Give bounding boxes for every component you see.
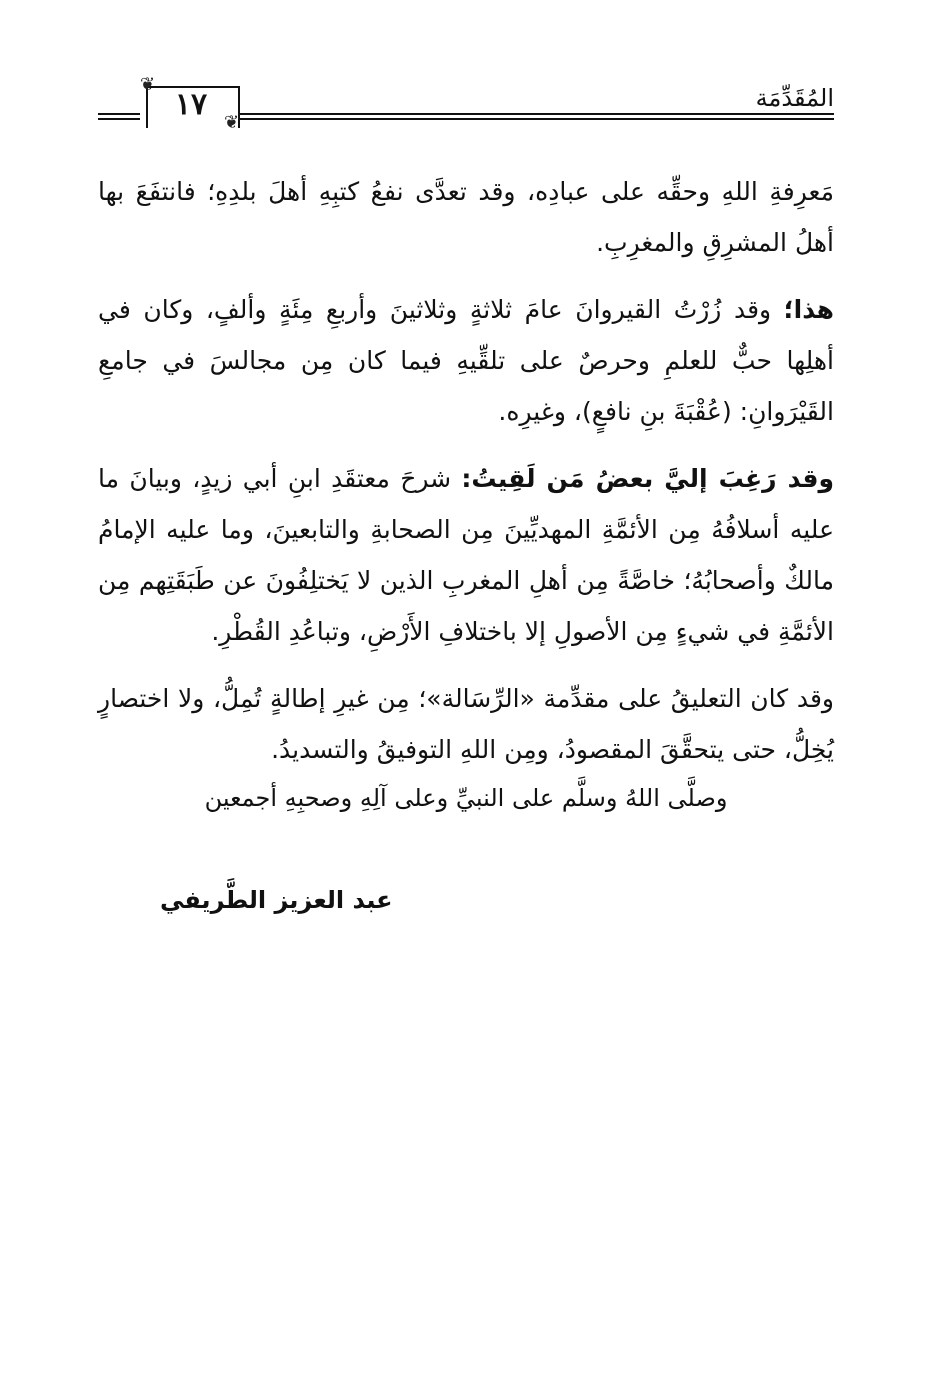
header-rule-top (240, 113, 834, 115)
header-left-rule-bottom (98, 118, 140, 120)
running-title: المُقَدِّمَة (755, 84, 834, 112)
bold-lead: وقد رَغِبَ إليَّ بعضُ مَن لَقِيتُ: (461, 464, 834, 493)
author-signature: عبد العزيز الطَّريفي (160, 886, 393, 914)
flourish-ornament-icon: ❦ (140, 74, 156, 95)
paragraph (98, 453, 834, 657)
closing-salutation: وصلَّى اللهُ وسلَّم على النبيِّ وعلى آلِهِ وصحبِهِ أجمعين (204, 784, 728, 812)
header-left-rule-top (98, 113, 140, 115)
page-header (0, 0, 932, 140)
paragraph: وقد كان التعليقُ على مقدِّمة «الرِّسَالة»؛ مِن غيرِ إطالةٍ تُمِلُّ، ولا اختصارٍ يُخِلُّ، حتى يتحقَّقَ المقصودُ، ومِن اللهِ التوفيقُ والتسديدُ. (98, 684, 834, 764)
page-number: ١٧ (174, 87, 208, 122)
paragraph (98, 284, 834, 437)
paragraph-text: شرحَ معتقَدِ ابنِ أبي زيدٍ، وبيانَ ما عليه أسلافُهُ مِن الأئمَّةِ المهديِّينَ مِن الصحابةِ والتابعينَ، وما عليه الإمامُ مالكٌ وأصحابُهُ؛ خاصَّةً مِن أهلِ المغربِ الذين لا يَختلِفُونَ عن طَبَقَتِهم مِن الأئمَّةِ في شيءٍ مِن الأصولِ إلا باختلافِ الأَرْضِ، وتباعُدِ القُطْرِ. (98, 464, 834, 646)
flourish-ornament-icon: ❦ (224, 112, 240, 133)
header-rule-bottom (240, 118, 834, 120)
paragraph: مَعرِفةِ اللهِ وحقِّه على عبادِه، وقد تعدَّى نفعُ كتبِهِ أهلَ بلدِهِ؛ فانتفَعَ بها أهلُ المشرِقِ والمغرِبِ. (98, 177, 834, 257)
bold-lead: هذا؛ (783, 295, 834, 324)
main-text (98, 166, 834, 791)
paragraph-text: وقد زُرْتُ القيروانَ عامَ ثلاثةٍ وثلاثينَ وأربعِ مِئَةٍ وألفٍ، وكان في أهلِها حبٌّ للعلمِ وحرصٌ على تلقِّيهِ فيما كان مِن مجالسَ في جامعِ القَيْرَوانِ: (عُقْبَةَ بنِ نافعٍ)، وغيرِه. (98, 295, 834, 426)
